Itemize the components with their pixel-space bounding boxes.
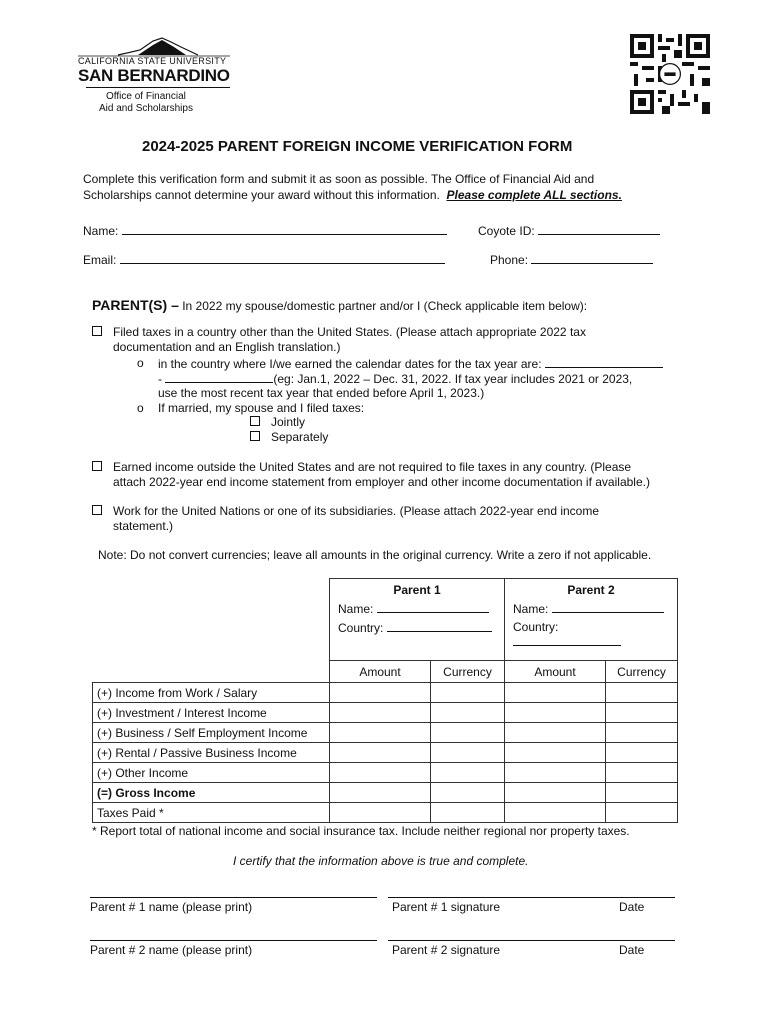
cell-input[interactable] bbox=[330, 763, 431, 783]
cell-input[interactable] bbox=[505, 763, 606, 783]
certification-statement: I certify that the information above is true and complete. bbox=[233, 854, 529, 868]
separately-checkbox[interactable] bbox=[250, 431, 260, 441]
cell-input[interactable] bbox=[606, 703, 678, 723]
phone-label: Phone: bbox=[490, 253, 529, 267]
parent2-header bbox=[505, 579, 678, 661]
parent1-name-sign-line[interactable] bbox=[90, 897, 377, 898]
row-label-taxes: Taxes Paid * bbox=[93, 803, 330, 823]
currency-note: Note: Do not convert currencies; leave all amounts in the original currency. Write a zero if not applicable. bbox=[98, 548, 652, 562]
row-label-other: (+) Other Income bbox=[93, 763, 330, 783]
cell-input[interactable] bbox=[606, 763, 678, 783]
intro-text: Scholarships cannot determine your award without this information. bbox=[83, 188, 440, 202]
parent2-name-caption: Parent # 2 name (please print) bbox=[90, 943, 253, 957]
table-row bbox=[93, 703, 678, 723]
cell-input[interactable] bbox=[606, 743, 678, 763]
name-line[interactable] bbox=[122, 222, 447, 235]
table-row bbox=[93, 723, 678, 743]
email-field[interactable] bbox=[83, 251, 445, 267]
parent1-date-caption: Date bbox=[619, 900, 645, 914]
cell-input[interactable] bbox=[431, 763, 505, 783]
page-title: 2024-2025 PARENT FOREIGN INCOME VERIFICATION FORM bbox=[142, 138, 573, 155]
parent1-name-line[interactable] bbox=[377, 601, 489, 613]
parent1-currency-header: Currency bbox=[431, 661, 505, 683]
row-label-rental: (+) Rental / Passive Business Income bbox=[93, 743, 330, 763]
option-filed-taxes-line1: Filed taxes in a country other than the United States. (Please attach appropriate 2022 tax bbox=[113, 325, 586, 339]
row-label-business: (+) Business / Self Employment Income bbox=[93, 723, 330, 743]
parent1-name-caption: Parent # 1 name (please print) bbox=[90, 900, 253, 914]
option-united-nations-checkbox[interactable] bbox=[92, 505, 102, 515]
parent1-country-label: Country: bbox=[338, 621, 384, 635]
parent1-sign-line[interactable] bbox=[388, 897, 675, 898]
parent1-header bbox=[330, 579, 505, 661]
cell-input[interactable] bbox=[330, 723, 431, 743]
separately-label: Separately bbox=[271, 430, 329, 444]
option-filed-taxes-line2: documentation and an English translation.) bbox=[113, 340, 341, 354]
parent2-name-label: Name: bbox=[513, 602, 549, 616]
cell-input[interactable] bbox=[505, 683, 606, 703]
parent2-name-sign-line[interactable] bbox=[90, 940, 377, 941]
cell-input[interactable] bbox=[606, 803, 678, 823]
tax-year-end-line[interactable] bbox=[165, 371, 273, 383]
logo-office-line2: Aid and Scholarships bbox=[99, 103, 193, 114]
cell-input[interactable] bbox=[606, 683, 678, 703]
sub-bullet-1: o bbox=[137, 356, 144, 370]
parent2-amount-header: Amount bbox=[505, 661, 606, 683]
tax-year-dates-line3: use the most recent tax year that ended before April 1, 2023.) bbox=[158, 386, 485, 400]
parent1-signature-caption: Parent # 1 signature bbox=[392, 900, 501, 914]
parent2-name-line[interactable] bbox=[552, 601, 664, 613]
name-field[interactable] bbox=[83, 222, 447, 238]
phone-line[interactable] bbox=[531, 251, 653, 264]
row-label-work: (+) Income from Work / Salary bbox=[93, 683, 330, 703]
cell-input[interactable] bbox=[606, 723, 678, 743]
parent2-country-label: Country: bbox=[513, 620, 559, 634]
logo-campus: SAN BERNARDINO bbox=[78, 66, 230, 85]
option-united-nations-line1: Work for the United Nations or one of its subsidiaries. (Please attach 2022-year end income bbox=[113, 504, 600, 518]
qr-code-icon bbox=[630, 33, 710, 115]
parent2-title: Parent 2 bbox=[567, 583, 615, 597]
logo-university: CALIFORNIA STATE UNIVERSITY bbox=[78, 56, 227, 66]
email-line[interactable] bbox=[120, 251, 445, 264]
row-label-gross: (=) Gross Income bbox=[93, 783, 330, 803]
cell-input[interactable] bbox=[431, 703, 505, 723]
parent2-signature-caption: Parent # 2 signature bbox=[392, 943, 501, 957]
cell-input[interactable] bbox=[330, 683, 431, 703]
sub-bullet-2: o bbox=[137, 401, 144, 415]
cell-input[interactable] bbox=[505, 723, 606, 743]
tax-year-dates-text: in the country where I/we earned the calendar dates for the tax year are: bbox=[158, 357, 542, 371]
parent1-country-line[interactable] bbox=[387, 620, 492, 632]
cell-input[interactable] bbox=[606, 783, 678, 803]
parent2-currency-header: Currency bbox=[606, 661, 678, 683]
cell-input[interactable] bbox=[330, 783, 431, 803]
table-row bbox=[93, 743, 678, 763]
option-united-nations-line2: statement.) bbox=[113, 519, 174, 533]
university-logo bbox=[78, 36, 238, 118]
parent1-title: Parent 1 bbox=[393, 583, 441, 597]
tax-year-dates-line2: - (eg: Jan.1, 2022 – Dec. 31, 2022. If tax year includes 2021 or 2023, bbox=[158, 372, 633, 386]
coyote-id-label: Coyote ID: bbox=[478, 224, 535, 238]
name-label: Name: bbox=[83, 224, 119, 238]
logo-office-line1: Office of Financial bbox=[106, 91, 186, 102]
cell-input[interactable] bbox=[505, 743, 606, 763]
cell-input[interactable] bbox=[431, 803, 505, 823]
cell-input[interactable] bbox=[431, 723, 505, 743]
email-label: Email: bbox=[83, 253, 117, 267]
married-filing-text: If married, my spouse and I filed taxes: bbox=[158, 401, 365, 415]
cell-input[interactable] bbox=[505, 803, 606, 823]
intro-line1: Complete this verification form and submit it as soon as possible. The Office of Financial Aid and bbox=[83, 172, 595, 186]
tax-year-dates-line1 bbox=[158, 356, 663, 371]
cell-input[interactable] bbox=[431, 783, 505, 803]
cell-input[interactable] bbox=[505, 783, 606, 803]
cell-input[interactable] bbox=[330, 703, 431, 723]
parent2-sign-line[interactable] bbox=[388, 940, 675, 941]
parent1-name-label: Name: bbox=[338, 602, 374, 616]
section-heading-text: In 2022 my spouse/domestic partner and/or I (Check applicable item below): bbox=[182, 299, 588, 313]
parent2-country-line[interactable] bbox=[513, 634, 621, 646]
parent2-date-caption: Date bbox=[619, 943, 645, 957]
taxes-footnote: * Report total of national income and social insurance tax. Include neither regional nor property taxes. bbox=[92, 824, 630, 838]
parent1-amount-header: Amount bbox=[330, 661, 431, 683]
tax-year-start-line[interactable] bbox=[545, 356, 663, 368]
phone-field[interactable] bbox=[490, 251, 653, 267]
cell-input[interactable] bbox=[330, 803, 431, 823]
option-earned-income-checkbox[interactable] bbox=[92, 461, 102, 471]
table-row bbox=[93, 763, 678, 783]
table-row bbox=[93, 803, 678, 823]
income-table bbox=[92, 578, 678, 823]
coyote-id-line[interactable] bbox=[538, 222, 660, 235]
table-row bbox=[93, 783, 678, 803]
jointly-checkbox[interactable] bbox=[250, 416, 260, 426]
option-earned-income-line1: Earned income outside the United States and are not required to file taxes in any country. (Please bbox=[113, 460, 632, 474]
jointly-label: Jointly bbox=[271, 415, 306, 429]
option-filed-taxes-checkbox[interactable] bbox=[92, 326, 102, 336]
cell-input[interactable] bbox=[431, 743, 505, 763]
row-label-investment: (+) Investment / Interest Income bbox=[93, 703, 330, 723]
table-row bbox=[93, 683, 678, 703]
cell-input[interactable] bbox=[330, 743, 431, 763]
option-earned-income-line2: attach 2022-year end income statement from employer and other income documentation if available.) bbox=[113, 475, 650, 489]
section-heading-bold: PARENT(S) – bbox=[92, 297, 179, 313]
coyote-id-field[interactable] bbox=[478, 222, 660, 238]
intro-line2 bbox=[83, 188, 622, 202]
tax-year-example: (eg: Jan.1, 2022 – Dec. 31, 2022. If tax year includes 2021 or 2023, bbox=[273, 372, 633, 386]
cell-input[interactable] bbox=[505, 703, 606, 723]
mountain-logo-icon bbox=[78, 36, 238, 58]
intro-emphasis: Please complete ALL sections. bbox=[446, 188, 622, 202]
section-heading bbox=[92, 297, 587, 313]
cell-input[interactable] bbox=[431, 683, 505, 703]
